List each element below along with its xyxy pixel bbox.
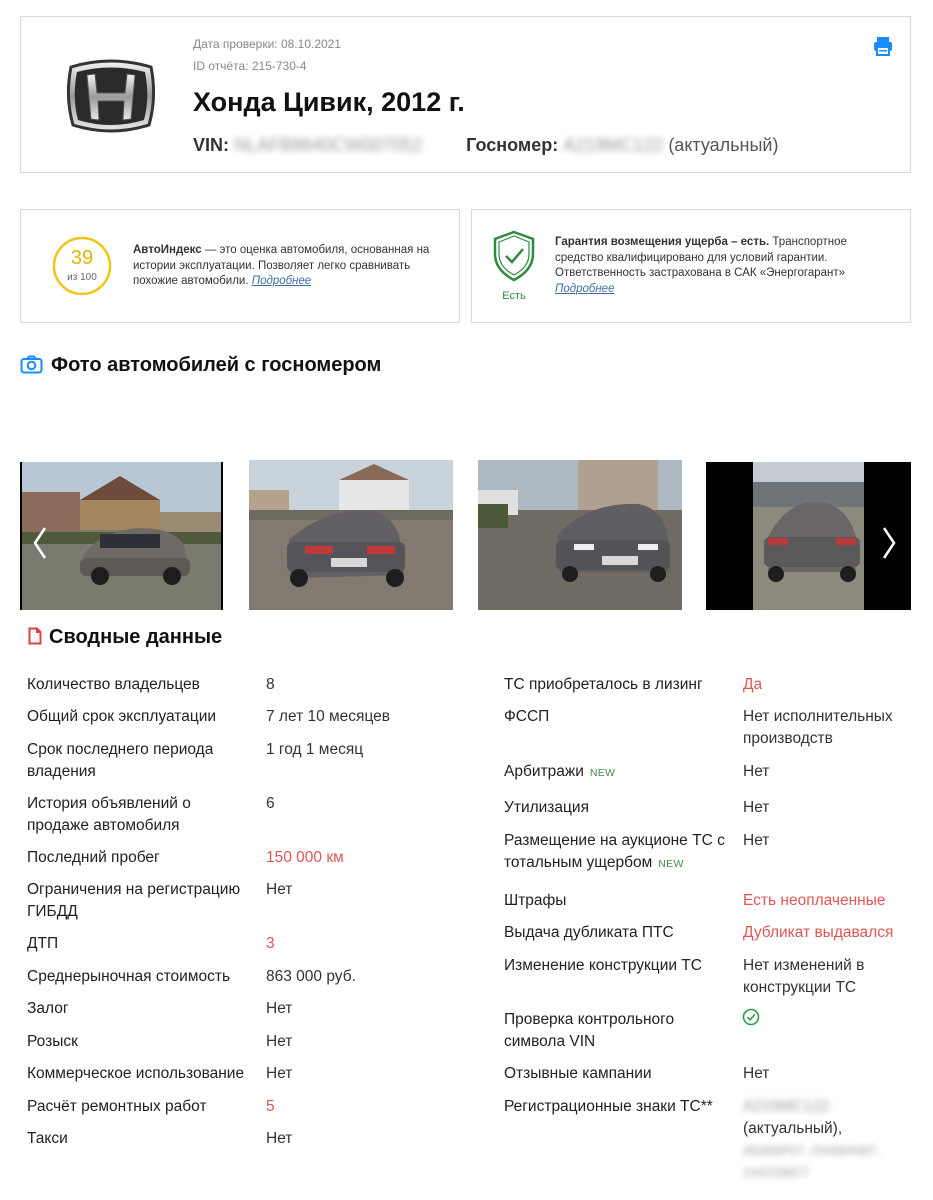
guarantee-more-link[interactable]: Подробнее bbox=[555, 282, 615, 295]
summary-value: Нет bbox=[743, 832, 770, 849]
new-badge: NEW bbox=[658, 858, 684, 870]
summary-label: Розыск bbox=[27, 1033, 78, 1050]
carousel-next-arrow-icon[interactable] bbox=[876, 520, 902, 566]
summary-value: Нет bbox=[743, 799, 770, 816]
summary-label: Количество владельцев bbox=[27, 676, 200, 693]
autoindex-score: 39 bbox=[70, 247, 94, 269]
summary-value: Нет bbox=[266, 1130, 293, 1147]
summary-label: Общий срок эксплуатации bbox=[27, 708, 217, 725]
guarantee-card bbox=[471, 209, 911, 323]
summary-value: Дубликат выдавался bbox=[743, 924, 894, 941]
summary-value: Нет bbox=[743, 1065, 770, 1082]
summary-value: Нет bbox=[266, 1065, 293, 1082]
new-badge: NEW bbox=[589, 767, 616, 779]
summary-label: Ограничения на регистрацию ГИБДД bbox=[27, 881, 241, 920]
summary-value: Да bbox=[743, 676, 763, 693]
plate-history-previous: А545КР07, О444НН67, У447ОМ77 bbox=[743, 1143, 880, 1180]
summary-label: Последний пробег bbox=[27, 849, 160, 866]
summary-section-title: Сводные данные bbox=[49, 626, 223, 648]
carousel-prev-arrow-icon[interactable] bbox=[27, 520, 53, 566]
summary-label: ДТП bbox=[27, 935, 59, 952]
summary-label: Утилизация bbox=[504, 799, 589, 816]
summary-value: 6 bbox=[266, 795, 275, 812]
autoindex-score-sub: из 100 bbox=[67, 272, 97, 283]
summary-label bbox=[504, 830, 736, 875]
summary-label: Изменение конструкции ТС bbox=[504, 957, 702, 974]
report-header bbox=[20, 16, 911, 173]
plate-value: А219МС122 bbox=[563, 135, 664, 155]
check-date: Дата проверки: 08.10.2021 bbox=[193, 37, 342, 51]
summary-label: Штрафы bbox=[504, 892, 567, 909]
autoindex-card bbox=[20, 209, 460, 323]
document-icon bbox=[28, 627, 42, 645]
vin-value: NLAFB8640CW007052 bbox=[234, 135, 423, 155]
plate-label: Госномер: bbox=[466, 135, 559, 155]
plate-history-status: (актуальный), bbox=[743, 1120, 843, 1137]
page-title: Хонда Цивик, 2012 г. bbox=[193, 87, 465, 117]
summary-value: Нет исполнительных производств bbox=[743, 708, 893, 747]
summary-value: Нет bbox=[266, 1000, 293, 1017]
summary-label-text: Размещение на аукционе ТС с тотальным ущербом bbox=[504, 832, 725, 871]
honda-logo-icon bbox=[65, 57, 157, 135]
summary-label: Залог bbox=[27, 1000, 69, 1017]
summary-value: 1 год 1 месяц bbox=[266, 741, 364, 758]
autoindex-desc: — это оценка автомобиля, основанная на истории эксплуатации. Позволяет легко сравнивать похожие автомобили. bbox=[133, 244, 430, 287]
summary-value bbox=[743, 1096, 913, 1184]
summary-label: Отзывные кампании bbox=[504, 1065, 652, 1082]
summary-label-text: Арбитражи bbox=[504, 763, 584, 780]
guarantee-desc: Транспортное средство квалифицировано для условий гарантии. Ответственность застрахована в САК «Энергогарант» bbox=[555, 236, 847, 279]
summary-value: 5 bbox=[266, 1098, 275, 1115]
guarantee-text bbox=[555, 235, 895, 297]
camera-icon bbox=[20, 355, 43, 374]
car-photo-3[interactable] bbox=[478, 460, 682, 610]
summary-label: Такси bbox=[27, 1130, 68, 1147]
summary-value: 7 лет 10 месяцев bbox=[266, 708, 391, 725]
summary-label: ФССП bbox=[504, 708, 550, 725]
report-id: ID отчёта: 215-730-4 bbox=[193, 59, 307, 73]
summary-label: Проверка контрольного символа VIN bbox=[504, 1011, 675, 1050]
summary-value: 8 bbox=[266, 676, 275, 693]
shield-check-icon bbox=[492, 230, 536, 282]
autoindex-text bbox=[133, 243, 449, 290]
printer-icon[interactable] bbox=[872, 35, 894, 57]
photos-section-title: Фото автомобилей с госномером bbox=[51, 354, 382, 376]
summary-value: Нет bbox=[266, 881, 293, 898]
summary-value: 150 000 км bbox=[266, 849, 344, 866]
autoindex-more-link[interactable]: Подробнее bbox=[251, 275, 312, 287]
summary-label: Срок последнего периода владения bbox=[27, 741, 214, 780]
car-photo-2[interactable] bbox=[249, 460, 453, 610]
summary-label bbox=[504, 761, 734, 784]
summary-value: 863 000 руб. bbox=[266, 968, 356, 985]
autoindex-score-ring bbox=[51, 235, 113, 297]
check-circle-icon bbox=[742, 1008, 760, 1026]
summary-label: Коммерческое использование bbox=[27, 1065, 245, 1082]
plate-history-current: А219МС122 bbox=[743, 1098, 830, 1115]
summary-label: ТС приобреталось в лизинг bbox=[504, 676, 703, 693]
guarantee-badge: Есть bbox=[502, 290, 526, 302]
summary-value: Есть неоплаченные bbox=[743, 892, 886, 909]
summary-value: Нет bbox=[743, 763, 770, 780]
vin-label: VIN: bbox=[193, 135, 229, 155]
guarantee-title: Гарантия возмещения ущерба – есть. bbox=[555, 236, 770, 248]
summary-label: Регистрационные знаки ТС** bbox=[504, 1098, 713, 1115]
summary-label: Среднерыночная стоимость bbox=[27, 968, 231, 985]
summary-value: 3 bbox=[266, 935, 275, 952]
summary-label: История объявлений о продаже автомобиля bbox=[27, 795, 191, 834]
plate-status: (актуальный) bbox=[668, 135, 779, 155]
summary-value: Нет изменений в конструкции ТС bbox=[743, 957, 865, 996]
summary-value: Нет bbox=[266, 1033, 293, 1050]
summary-label: Выдача дубликата ПТС bbox=[504, 924, 674, 941]
vin-plate-row bbox=[193, 135, 778, 156]
summary-label: Расчёт ремонтных работ bbox=[27, 1098, 207, 1115]
autoindex-title: АвтоИндекс bbox=[133, 244, 202, 256]
